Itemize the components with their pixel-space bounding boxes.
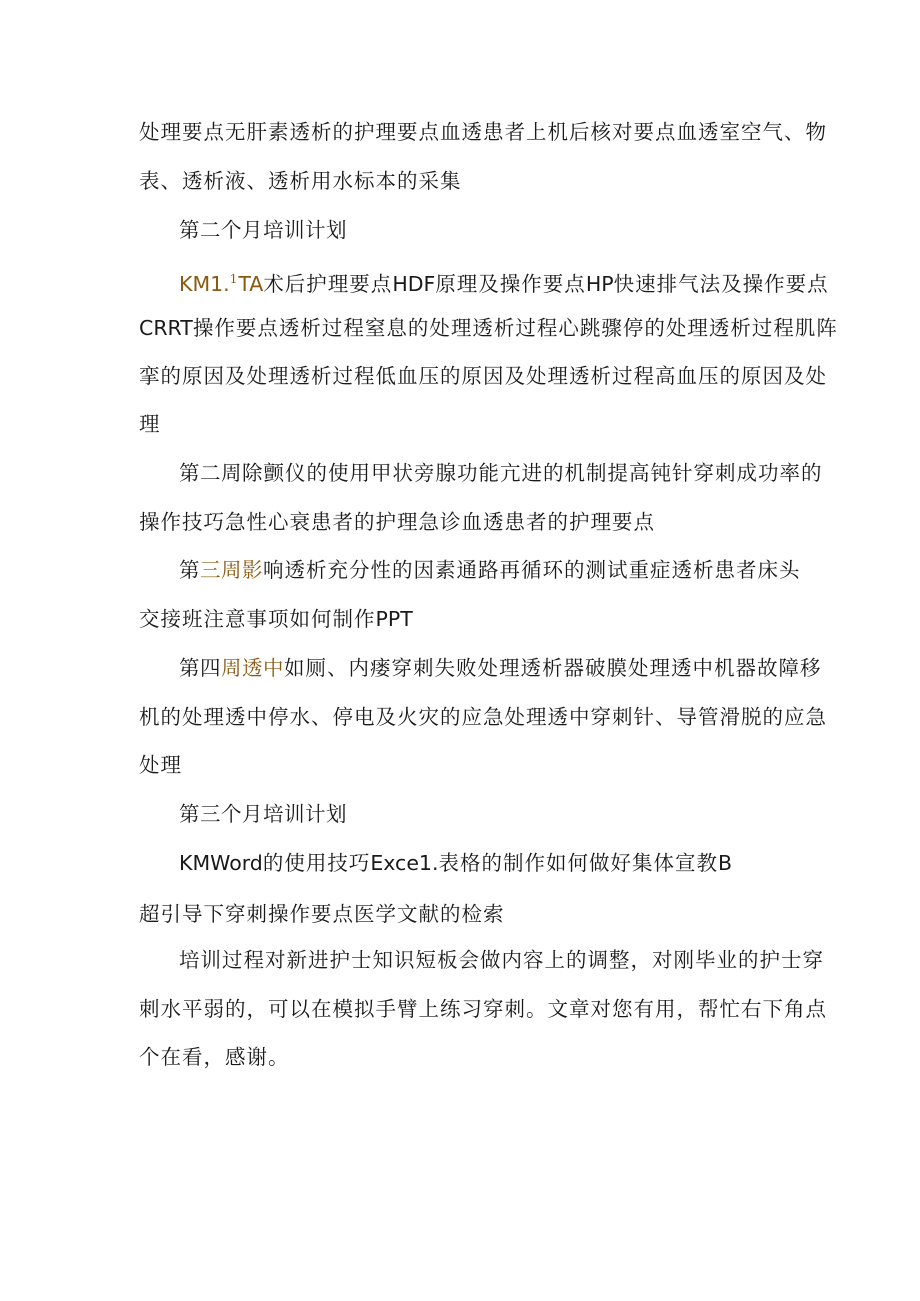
hdf-code: HDF [392,271,436,296]
paragraph-line: 处理要点无肝素透析的护理要点血透患者上机后核对要点血透室空气、物 [139,120,827,144]
week-four-line: 处理 [139,753,182,777]
week-one-line [179,265,829,298]
week-four-label-accent: 周透中 [221,656,284,680]
text-run: 术后护理要点 [263,271,393,296]
week-four-label: 第四 [179,656,221,680]
hp-code: HP [585,271,614,296]
week-three-label-accent: 三周影 [200,558,263,582]
week-four-line [179,654,829,682]
month-three-line: 超引导下穿刺操作要点医学文献的检索 [139,902,505,926]
ppt-code: PPT [375,607,413,631]
text-run: 交接班注意事项如何制作 [139,607,376,631]
closing-line: 刺水平弱的，可以在模拟手臂上练习穿刺。文章对您有用，帮忙右下角点 [139,997,827,1021]
text-run: 操作要点透析过程窒息的处理透析过程心跳骤停的处理透析过程肌阵 [192,316,838,340]
week-two-line: 操作技巧急性心衰患者的护理急诊血透患者的护理要点 [139,510,655,534]
week-two-line [179,459,829,487]
month-three-heading: 第三个月培训计划 [179,802,347,826]
week-one-line: 理 [139,412,161,436]
text-run: 如厕、内瘘穿刺失败处理透析器破膜处理透中机器故障移 [284,656,822,680]
week-three-line [179,556,829,584]
ta-code: TA [238,271,264,296]
superscript: 1 [229,272,239,286]
paragraph-line: 表、透析液、透析用水标本的采集 [139,169,462,193]
km-word-code: KMWord [179,851,263,875]
text-run: 响透析充分性的因素通路再循环的测试重症透析患者床头 [263,558,801,582]
text-run: 表格的制作如何做好集体宣教 [438,851,718,875]
excel-code: Exce1. [370,851,439,875]
week-three-line [139,605,789,633]
text-run: 原理及操作要点 [435,271,586,296]
closing-line: 个在看，感谢。 [139,1045,290,1069]
text-run: 的使用技巧 [262,851,371,875]
week-two-label: 第二周 [179,461,242,485]
month-two-heading: 第二个月培训计划 [179,218,347,242]
week-one-line [139,314,838,342]
b-code: B [718,851,733,875]
week-one-line: 挛的原因及处理透析过程低血压的原因及处理透析过程高血压的原因及处 [139,364,827,388]
crrt-code: CRRT [139,316,193,340]
week-three-label: 第 [179,558,200,582]
closing-line: 培训过程对新进护士知识短板会做内容上的调整，对刚毕业的护士穿 [179,948,824,972]
month-three-line [179,849,829,877]
text-run: 快速排气法及操作要点 [613,271,829,296]
text-run: 除颤仪的使用甲状旁腺功能亢进的机制提高钝针穿刺成功率的 [242,461,823,485]
km-code: KM1. [179,271,230,296]
week-four-line: 机的处理透中停水、停电及火灾的应急处理透中穿刺针、导管滑脱的应急 [139,705,827,729]
